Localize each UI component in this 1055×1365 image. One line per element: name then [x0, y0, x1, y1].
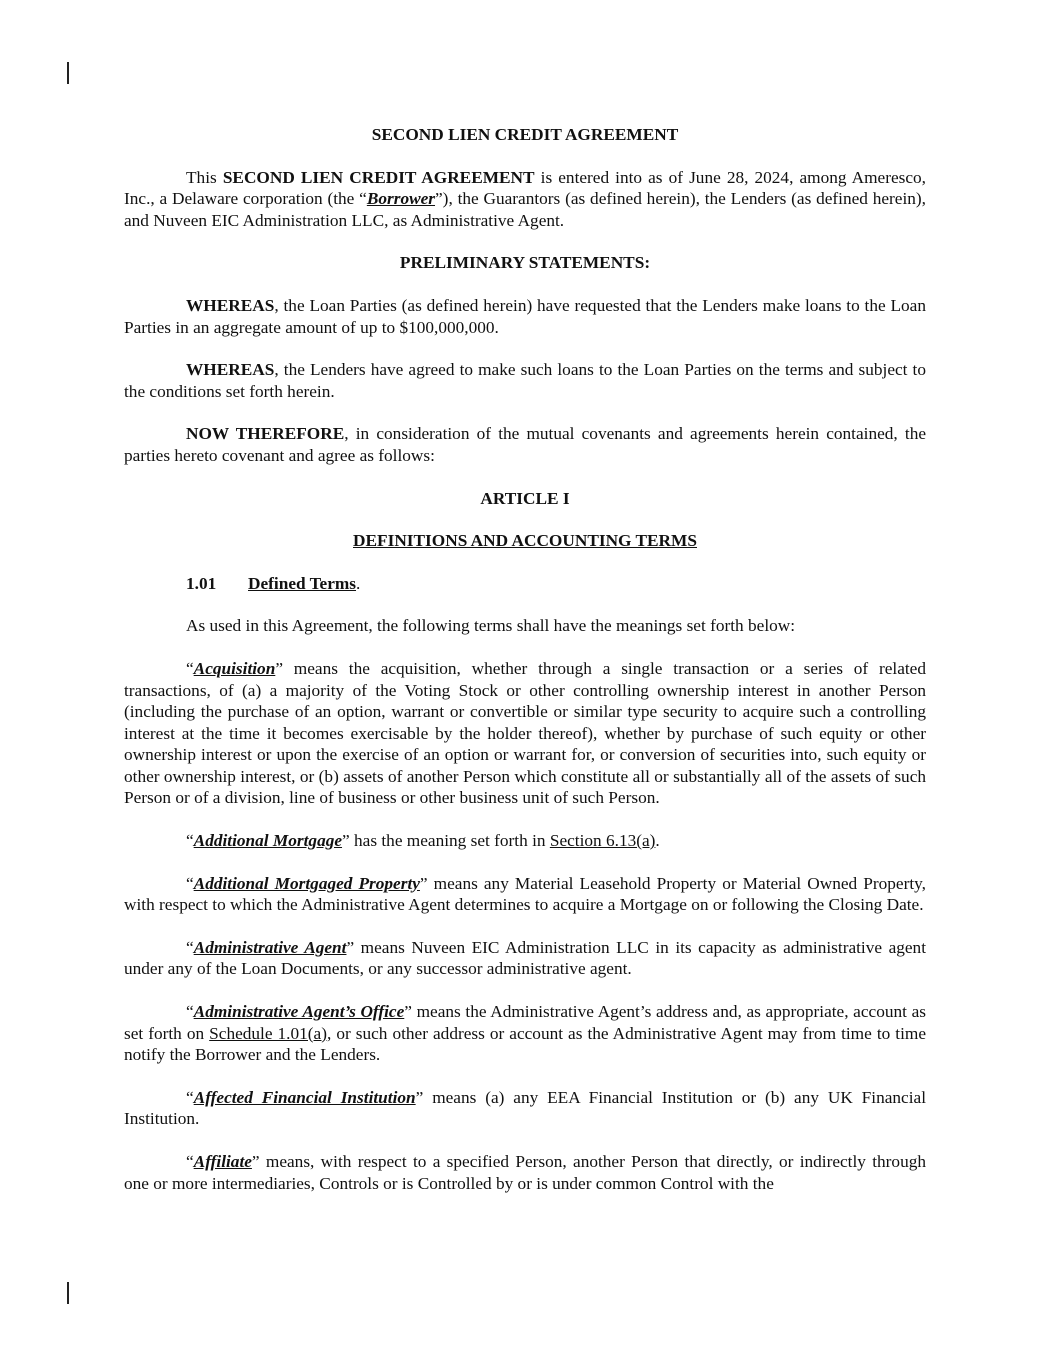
intro-lead: This [186, 167, 223, 187]
article-heading: ARTICLE I [480, 488, 570, 508]
open-quote: “ [186, 1087, 194, 1107]
page-corner-mark-top [67, 62, 69, 84]
definition-text: ” means (a) any EEA Financial Institution or (b) any UK Financial Institution. [124, 1087, 926, 1129]
defined-term: Additional Mortgage [193, 831, 343, 851]
definition-administrative-agents-office [124, 1001, 926, 1066]
defined-term: Affected Financial Institution [193, 1087, 416, 1107]
definition-text-after: , or such other address or account as the Administrative Agent may from time to time notify the Borrower and the Lenders. [124, 1023, 927, 1065]
definition-administrative-agent [124, 937, 926, 980]
definition-text: ” means, with respect to a specified Person, another Person that directly, or indirectly through one or more intermediaries, Controls or is Controlled by or is under common Control with the [124, 1152, 926, 1193]
page-corner-mark-bottom [67, 1282, 69, 1304]
schedule-reference-link[interactable]: Schedule 1.01(a) [209, 1023, 327, 1043]
defined-term: Affiliate [193, 1152, 252, 1171]
open-quote: “ [186, 1002, 194, 1022]
definition-text: ” means any Material Leasehold Property or Material Owned Property, with respect to which the Administrative Agent determines to acquire a Mortgage on or following the Closing Date. [124, 873, 926, 915]
definition-text: ” means the acquisition, whether through a single transaction or a series of related transactions, of (a) a majority of the Voting Stock or other controlling ownership interest in another Person (including the purchase of an option, warrant or convertible or similar type security to acquire such a controlling interest at the time it becomes exercisable by the holder thereof), whether by purchase of such equity or other ownership interest or upon the exercise of an option or warrant for, or conversion of securities into, such equity or other ownership interest, or (b) assets of another Person which constitute all or substantially all of the assets of such Person or of a division, line of business or other business unit of such Person. [124, 658, 926, 808]
section-end: . [356, 573, 361, 593]
definition-text: ” has the meaning set forth in [342, 831, 550, 851]
defined-term: Administrative Agent [193, 937, 347, 957]
document-title: SECOND LIEN CREDIT AGREEMENT [371, 125, 679, 144]
intro-agreement-name: SECOND LIEN CREDIT AGREEMENT [222, 167, 535, 187]
whereas-paragraph-2 [124, 359, 926, 402]
defined-term: Additional Mortgaged Property [193, 873, 420, 893]
section-heading [186, 573, 926, 595]
whereas-paragraph-1 [124, 295, 926, 338]
definition-text-after: . [655, 831, 660, 851]
intro-text-2: ”), the Guarantors (as defined herein), the Lenders (as defined herein), and Nuveen EIC Administration LLC, as Administrative Agent. [124, 189, 926, 230]
open-quote: “ [186, 937, 194, 957]
open-quote: “ [186, 873, 194, 893]
section-label: Defined Terms [248, 573, 357, 593]
whereas-label: WHEREAS [186, 360, 275, 380]
open-quote: “ [186, 1152, 194, 1171]
open-quote: “ [186, 658, 194, 678]
whereas-label: WHEREAS [186, 295, 275, 315]
now-therefore-paragraph [124, 423, 926, 466]
intro-paragraph [124, 167, 926, 232]
article-title-text: DEFINITIONS AND ACCOUNTING TERMS [353, 531, 697, 551]
definition-text: ” means the Administrative Agent’s address and, as appropriate, account as set forth on [124, 1002, 926, 1043]
open-quote: “ [186, 831, 194, 851]
definition-affiliate [124, 1151, 926, 1194]
definition-additional-mortgage [124, 830, 926, 852]
whereas-text: , the Loan Parties (as defined herein) have requested that the Lenders make loans to the Loan Parties in an aggregate amount of up to $100,000,000. [124, 295, 926, 337]
whereas-text: , the Lenders have agreed to make such loans to the Loan Parties on the terms and subject to the conditions set forth herein. [124, 360, 926, 401]
term-borrower: Borrower [366, 189, 436, 209]
definition-affected-financial-institution [124, 1087, 926, 1130]
article-title [124, 530, 926, 552]
definition-acquisition [124, 658, 926, 809]
document-page [124, 124, 926, 1215]
section-number: 1.01 [186, 573, 217, 593]
defined-term: Acquisition [193, 658, 276, 678]
definition-text: ” means Nuveen EIC Administration LLC in its capacity as administrative agent under any of the Loan Documents, or any successor administrative agent. [124, 937, 926, 979]
now-therefore-label: NOW THEREFORE [186, 424, 345, 444]
definition-additional-mortgaged-property [124, 873, 926, 916]
defined-term: Administrative Agent’s Office [193, 1002, 405, 1022]
section-reference-link[interactable]: Section 6.13(a) [549, 831, 656, 851]
now-therefore-text: , in consideration of the mutual covenants and agreements herein contained, the parties hereto covenant and agree as follows: [124, 424, 926, 465]
as-used-paragraph: As used in this Agreement, the following terms shall have the meanings set forth below: [186, 616, 796, 636]
intro-text-1: is entered into as of June 28, 2024, among Ameresco, Inc., a Delaware corporation (the “ [124, 167, 927, 209]
preliminary-heading: PRELIMINARY STATEMENTS: [399, 253, 651, 273]
